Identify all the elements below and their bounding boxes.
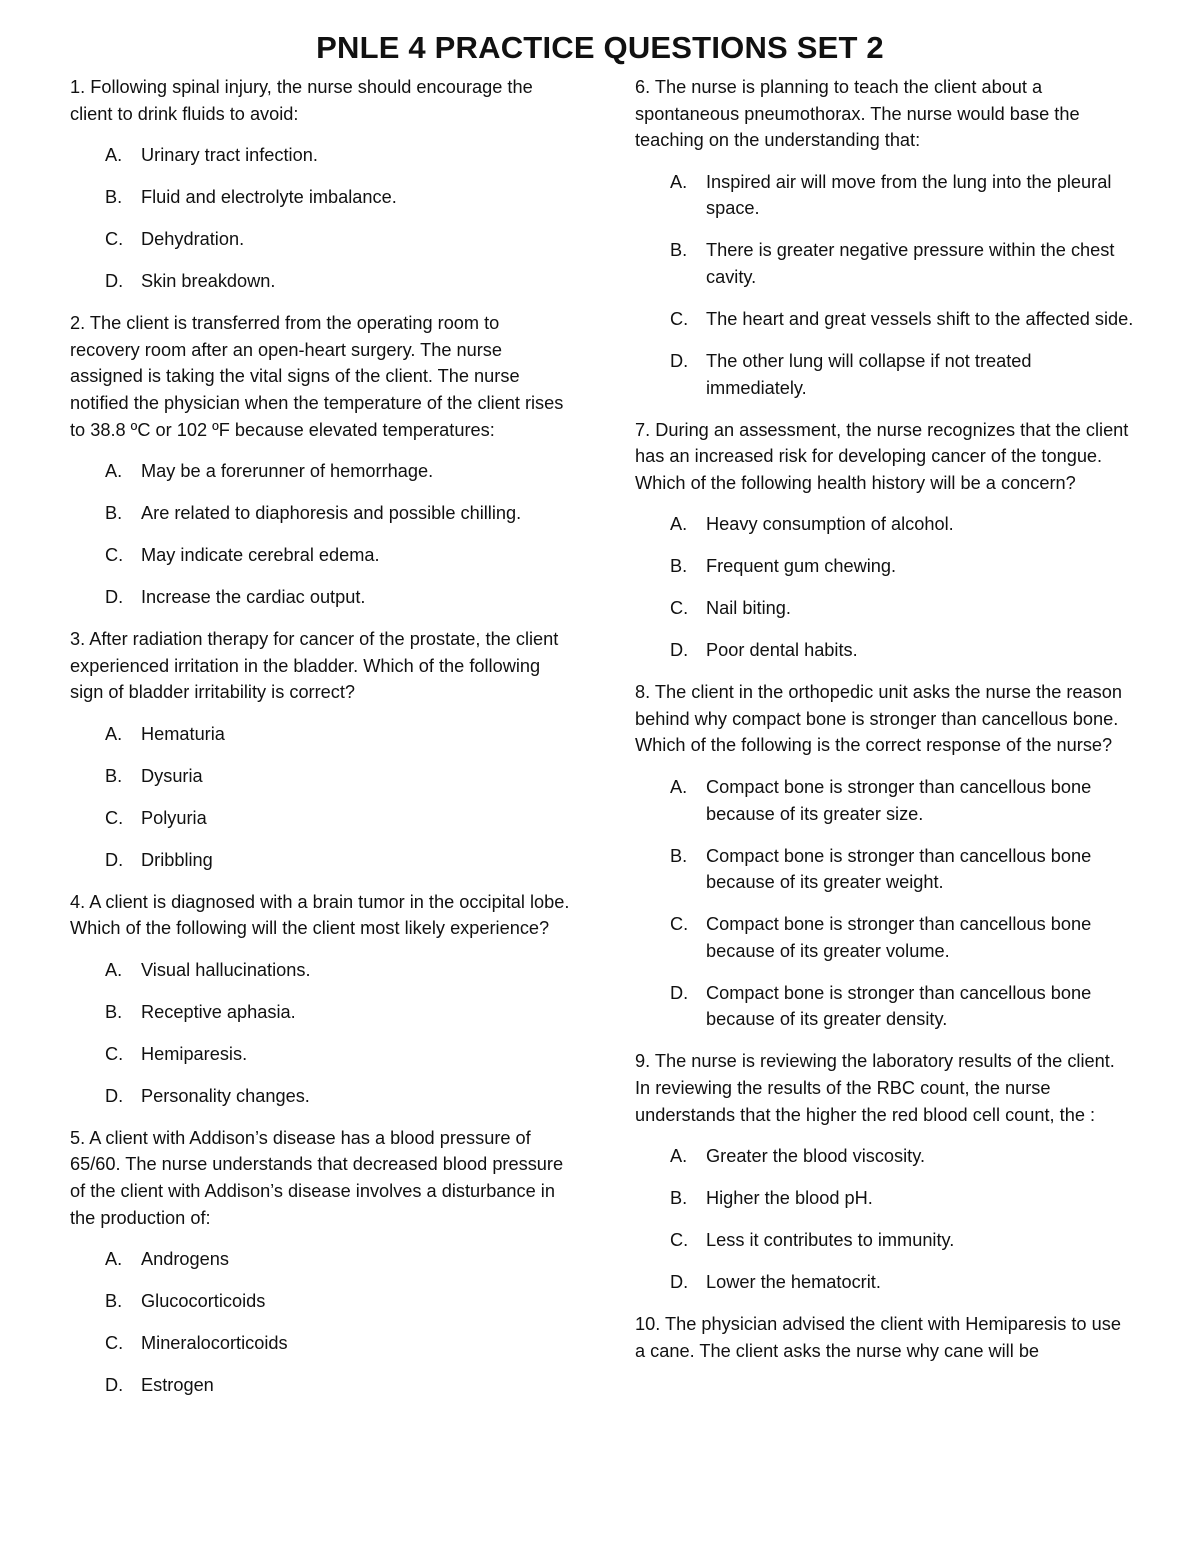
option-letter: A. bbox=[105, 723, 123, 744]
answer-option bbox=[70, 763, 570, 790]
answer-option bbox=[635, 774, 1135, 827]
answer-option bbox=[70, 584, 570, 611]
answer-options bbox=[70, 458, 570, 611]
option-text: Are related to diaphoresis and possible chilling. bbox=[141, 503, 522, 524]
question-stem: 10. The physician advised the client with Hemiparesis to use a cane. The client asks the nurse why cane will be bbox=[635, 1314, 1121, 1361]
option-letter: B. bbox=[670, 845, 688, 866]
question-stem: 2. The client is transferred from the operating room to recovery room after an open-heart surgery. The nurse assigned is taking the vital signs of the client. The nurse notified the physician when the temperature of the client rises to 38.8 ºC or 102 ºF because elevated temperatures: bbox=[70, 313, 564, 440]
option-letter: A. bbox=[670, 1146, 688, 1167]
option-text: Glucocorticoids bbox=[141, 1291, 266, 1312]
option-letter: D. bbox=[105, 849, 124, 870]
option-letter: B. bbox=[105, 1291, 123, 1312]
question-3 bbox=[70, 626, 570, 873]
answer-option bbox=[635, 1185, 1135, 1212]
option-letter: D. bbox=[670, 982, 689, 1003]
option-letter: B. bbox=[105, 187, 123, 208]
answer-option bbox=[70, 999, 570, 1026]
option-letter: A. bbox=[670, 777, 688, 797]
option-letter: C. bbox=[670, 598, 689, 619]
option-letter: C. bbox=[670, 308, 689, 329]
left-column bbox=[70, 74, 570, 1414]
answer-option bbox=[635, 595, 1135, 622]
option-text: Higher the blood pH. bbox=[706, 1188, 873, 1209]
page-title: PNLE 4 PRACTICE QUESTIONS SET 2 bbox=[316, 30, 884, 65]
option-letter: C. bbox=[105, 807, 124, 828]
answer-option bbox=[635, 553, 1135, 580]
answer-option bbox=[70, 805, 570, 832]
option-letter: B. bbox=[670, 556, 688, 577]
question-stem: 1. Following spinal injury, the nurse should encourage the client to drink fluids to avoid: bbox=[70, 77, 533, 124]
right-column bbox=[635, 74, 1135, 1379]
answer-option bbox=[70, 458, 570, 485]
answer-option bbox=[70, 500, 570, 527]
answer-option bbox=[70, 226, 570, 253]
answer-option bbox=[635, 306, 1135, 333]
answer-option bbox=[635, 1143, 1135, 1170]
option-text: The other lung will collapse if not treated immediately. bbox=[706, 350, 1032, 398]
answer-option bbox=[635, 637, 1135, 664]
question-stem: 4. A client is diagnosed with a brain tumor in the occipital lobe. Which of the following will the client most likely experience? bbox=[70, 891, 570, 939]
option-text: Androgens bbox=[141, 1249, 229, 1270]
option-text: Compact bone is stronger than cancellous bone because of its greater weight. bbox=[706, 845, 1092, 893]
option-text: Receptive aphasia. bbox=[141, 1001, 296, 1022]
option-letter: C. bbox=[670, 1230, 689, 1251]
answer-option bbox=[635, 843, 1135, 896]
option-text: Estrogen bbox=[141, 1375, 214, 1396]
option-letter: A. bbox=[105, 145, 123, 166]
option-text: Hematuria bbox=[141, 723, 225, 744]
option-letter: C. bbox=[105, 1043, 124, 1064]
answer-option bbox=[635, 511, 1135, 538]
option-letter: D. bbox=[670, 350, 689, 371]
option-letter: B. bbox=[105, 503, 123, 524]
question-stem: 6. The nurse is planning to teach the client about a spontaneous pneumothorax. The nurse would base the teaching on the understanding that: bbox=[635, 77, 1080, 151]
answer-option bbox=[635, 911, 1135, 964]
option-text: Dehydration. bbox=[141, 229, 245, 250]
option-text: Frequent gum chewing. bbox=[706, 556, 897, 577]
option-letter: D. bbox=[670, 1272, 689, 1293]
option-letter: C. bbox=[670, 914, 689, 935]
answer-options bbox=[635, 511, 1135, 664]
answer-options bbox=[70, 721, 570, 874]
answer-options bbox=[70, 957, 570, 1110]
answer-option bbox=[70, 1330, 570, 1357]
answer-option bbox=[70, 1288, 570, 1315]
answer-options bbox=[70, 1246, 570, 1399]
answer-options bbox=[635, 169, 1135, 401]
option-text: Compact bone is stronger than cancellous bone because of its greater volume. bbox=[706, 914, 1092, 961]
answer-options bbox=[635, 1143, 1135, 1296]
answer-option bbox=[70, 721, 570, 748]
option-letter: A. bbox=[670, 171, 688, 192]
answer-options bbox=[70, 142, 570, 295]
answer-option bbox=[635, 1269, 1135, 1296]
option-letter: A. bbox=[105, 959, 123, 980]
answer-option bbox=[70, 542, 570, 569]
answer-option bbox=[635, 237, 1135, 290]
option-letter: D. bbox=[105, 1085, 124, 1106]
option-letter: C. bbox=[105, 229, 124, 250]
option-text: Less it contributes to immunity. bbox=[706, 1230, 955, 1251]
option-text: Urinary tract infection. bbox=[141, 145, 318, 166]
option-text: Compact bone is stronger than cancellous bone because of its greater density. bbox=[706, 982, 1092, 1030]
option-text: Poor dental habits. bbox=[706, 640, 858, 661]
option-letter: D. bbox=[670, 640, 689, 661]
question-10 bbox=[635, 1311, 1135, 1364]
answer-option bbox=[635, 169, 1135, 222]
option-text: Increase the cardiac output. bbox=[141, 587, 366, 608]
option-letter: D. bbox=[105, 271, 124, 292]
option-text: Fluid and electrolyte imbalance. bbox=[141, 187, 397, 208]
answer-option bbox=[70, 184, 570, 211]
option-letter: C. bbox=[105, 1333, 124, 1354]
answer-option bbox=[70, 1246, 570, 1273]
question-4 bbox=[70, 889, 570, 1110]
answer-option bbox=[70, 1041, 570, 1068]
option-letter: C. bbox=[105, 545, 124, 566]
question-stem: 8. The client in the orthopedic unit asks the nurse the reason behind why compact bone is stronger than cancellous bone. Which of the following is the correct response of the nurse? bbox=[635, 682, 1122, 756]
option-letter: A. bbox=[105, 461, 123, 482]
option-text: Personality changes. bbox=[141, 1085, 310, 1106]
option-text: Dribbling bbox=[141, 849, 213, 870]
answer-option bbox=[70, 268, 570, 295]
option-text: Heavy consumption of alcohol. bbox=[706, 514, 954, 535]
option-text: Mineralocorticoids bbox=[141, 1333, 288, 1354]
question-8 bbox=[635, 679, 1135, 1033]
option-text: Greater the blood viscosity. bbox=[706, 1146, 926, 1167]
option-letter: B. bbox=[670, 1188, 688, 1209]
option-text: Dysuria bbox=[141, 765, 203, 786]
question-9 bbox=[635, 1048, 1135, 1295]
option-letter: B. bbox=[105, 1001, 123, 1022]
question-stem: 5. A client with Addison’s disease has a blood pressure of 65/60. The nurse understands that decreased blood pressure of the client with Addison’s disease involves a disturbance in the production of: bbox=[70, 1127, 564, 1228]
question-7 bbox=[635, 417, 1135, 664]
option-text: Skin breakdown. bbox=[141, 271, 276, 292]
answer-option bbox=[70, 957, 570, 984]
option-text: Compact bone is stronger than cancellous bone because of its greater size. bbox=[706, 777, 1092, 824]
option-text: May be a forerunner of hemorrhage. bbox=[141, 461, 434, 482]
answer-option bbox=[70, 142, 570, 169]
question-2 bbox=[70, 310, 570, 611]
option-text: Inspired air will move from the lung into the pleural space. bbox=[706, 171, 1112, 219]
option-text: Nail biting. bbox=[706, 598, 791, 619]
answer-option bbox=[635, 1227, 1135, 1254]
question-stem: 3. After radiation therapy for cancer of the prostate, the client experienced irritation in the bladder. Which of the following sign of bladder irritability is correct? bbox=[70, 629, 559, 703]
option-text: Lower the hematocrit. bbox=[706, 1272, 881, 1293]
option-text: There is greater negative pressure within the chest cavity. bbox=[706, 240, 1115, 287]
option-text: May indicate cerebral edema. bbox=[141, 545, 380, 566]
answer-option bbox=[635, 348, 1135, 401]
answer-option bbox=[70, 1372, 570, 1399]
option-text: Visual hallucinations. bbox=[141, 959, 311, 980]
question-1 bbox=[70, 74, 570, 295]
question-5 bbox=[70, 1125, 570, 1399]
option-text: Hemiparesis. bbox=[141, 1043, 248, 1064]
option-letter: D. bbox=[105, 587, 124, 608]
answer-option bbox=[70, 1083, 570, 1110]
option-letter: A. bbox=[105, 1249, 123, 1270]
option-text: The heart and great vessels shift to the affected side. bbox=[706, 308, 1134, 329]
answer-option bbox=[635, 980, 1135, 1033]
option-letter: A. bbox=[670, 514, 688, 535]
answer-option bbox=[70, 847, 570, 874]
option-letter: B. bbox=[670, 240, 688, 261]
option-letter: B. bbox=[105, 765, 123, 786]
question-6 bbox=[635, 74, 1135, 401]
question-stem: 7. During an assessment, the nurse recognizes that the client has an increased risk for developing cancer of the tongue. Which of the following health history will be a concern? bbox=[635, 419, 1129, 493]
option-letter: D. bbox=[105, 1375, 124, 1396]
question-stem: 9. The nurse is reviewing the laboratory results of the client. In reviewing the results of the RBC count, the nurse understands that the higher the red blood cell count, the : bbox=[635, 1051, 1115, 1125]
option-text: Polyuria bbox=[141, 807, 207, 828]
answer-options bbox=[635, 774, 1135, 1033]
